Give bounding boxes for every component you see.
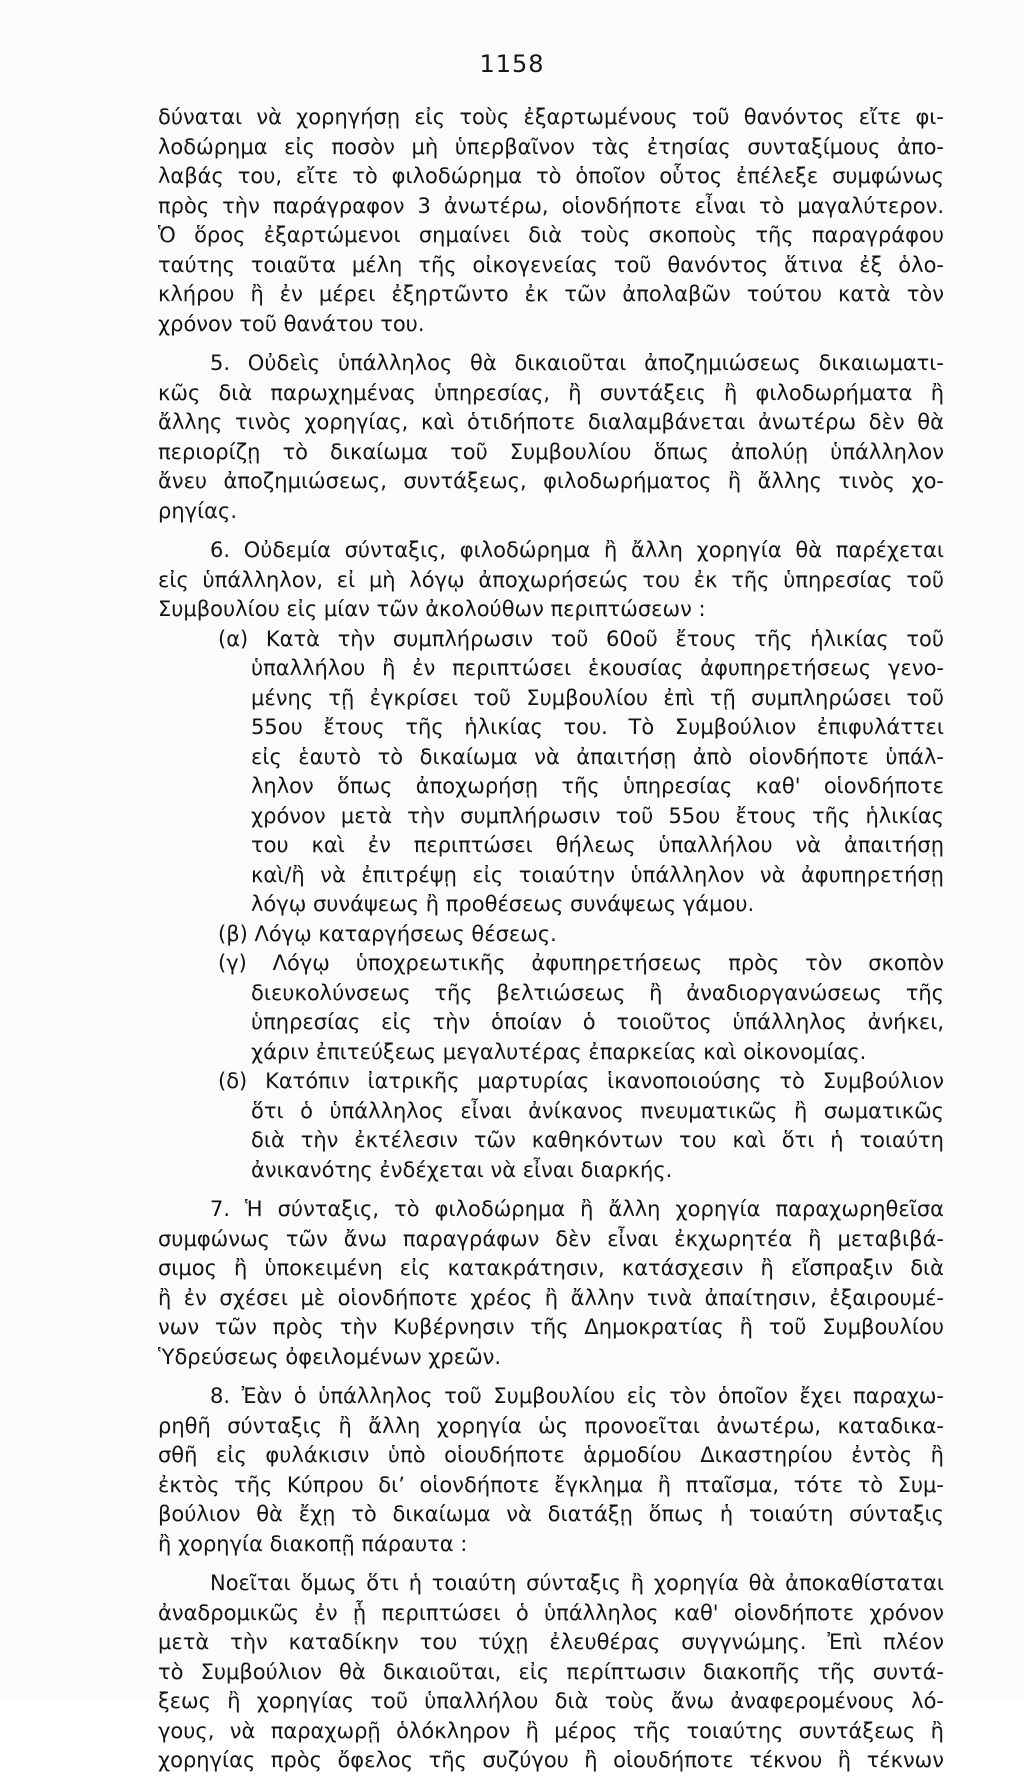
text-line: χάριν ἐπιτεύξεως μεγαλυτέρας ἐπαρκείας καὶ οἰκονομίας. (251, 1039, 867, 1064)
text-line: Ὁ ὅρος ἐξαρτώμενοι σημαίνει διὰ τοὺς σκοποὺς τῆς παραγράφου (158, 223, 944, 247)
text-line: συμφώνως τῶν ἄνω παραγράφων δὲν εἶναι ἐκχωρητέα ἢ μεταβιβά- (158, 1226, 944, 1251)
text-line: 55ου ἔτους τῆς ἡλικίας του. Τὸ Συμβούλιον ἐπιφυλάττει (251, 715, 944, 739)
text-line: διὰ τὴν ἐκτέλεσιν τῶν καθηκόντων του καὶ ὅτι ἡ τοιαύτη (251, 1128, 944, 1152)
text-line: χρόνον μετὰ τὴν συμπλήρωσιν τοῦ 55ου ἔτους τῆς ἡλικίας (251, 803, 944, 828)
text-line: νων τῶν πρὸς τὴν Κυβέρνησιν τῆς Δημοκρατίας ἢ τοῦ Συμβουλίου (158, 1315, 944, 1339)
text-line: ὑπαλλήλου ἢ ἐν περιπτώσει ἑκουσίας ἀφυπηρετήσεως γενο- (251, 656, 944, 680)
text-line: διευκολύνσεως τῆς βελτιώσεως ἢ ἀναδιοργανώσεως τῆς (251, 980, 944, 1005)
text-line: ταύτης τοιαῦτα μέλη τῆς οἰκογενείας τοῦ θανόντος ἅτινα ἐξ ὁλο- (158, 252, 944, 277)
text-line: ρηθῆ σύνταξις ἢ ἄλλη χορηγία ὡς προνοεῖται ἀνωτέρω, καταδικα- (158, 1413, 944, 1438)
paragraph-7 (158, 1195, 944, 1372)
text-line: 6. Οὐδεμία σύνταξις, φιλοδώρημα ἢ ἄλλη χορηγία θὰ παρέχεται (210, 538, 944, 562)
text-line: σιμος ἢ ὑποκειμένη εἰς κατακράτησιν, κατάσχεσιν ἢ εἴσπραξιν διὰ (158, 1256, 944, 1280)
text-line: εἰς ὑπάλληλον, εἰ μὴ λόγῳ ἀποχωρήσεώς του ἐκ τῆς ὑπηρεσίας τοῦ (158, 567, 944, 592)
text-line: 5. Οὐδεὶς ὑπάλληλος θὰ δικαιοῦται ἀποζημιώσεως δικαιωματι- (210, 351, 944, 375)
text-line: ρηγίας. (158, 498, 238, 523)
text-line: λόγῳ συνάψεως ἢ προθέσεως συνάψεως γάμου. (251, 892, 755, 916)
text-line: Συμβουλίου εἰς μίαν τῶν ἀκολούθων περιπτώσεων : (158, 597, 706, 621)
text-line: ἄνευ ἀποζημιώσεως, συντάξεως, φιλοδωρήματος ἢ ἄλλης τινὸς χο- (158, 469, 944, 493)
text-line: (γ) Λόγῳ ὑποχρεωτικῆς ἀφυπηρετήσεως πρὸς τὸν σκοπὸν (218, 951, 944, 975)
text-line: 7. Ἡ σύνταξις, τὸ φιλοδώρημα ἢ ἄλλη χορηγία παραχωρηθεῖσα (210, 1197, 944, 1221)
text-line: καὶ/ἢ νὰ ἐπιτρέψῃ εἰς τοιαύτην ὑπάλληλον νὰ ἀφυπηρετήσῃ (251, 862, 944, 887)
text-line: ἢ ἐν σχέσει μὲ οἱονδήποτε χρέος ἢ ἄλλην τινὰ ἀπαίτησιν, ἐξαιρουμέ- (158, 1285, 944, 1310)
text-line: τὸ Συμβούλιον θὰ δικαιοῦται, εἰς περίπτωσιν διακοπῆς τῆς συντά- (158, 1659, 944, 1684)
text-line: Ὑδρεύσεως ὀφειλομένων χρεῶν. (158, 1344, 502, 1369)
text-line: μένης τῇ ἐγκρίσει τοῦ Συμβουλίου ἐπὶ τῇ συμπληρώσει τοῦ (251, 685, 944, 710)
text-line: κλήρου ἢ ἐν μέρει ἐξηρτῶντο ἐκ τῶν ἀπολαβῶν τούτου κατὰ τὸν (158, 282, 944, 306)
text-line: χορηγίας πρὸς ὄφελος τῆς συζύγου ἢ οἱουδήποτε τέκνου ἢ τέκνων (158, 1748, 944, 1772)
text-line: δύναται νὰ χορηγήσῃ εἰς τοὺς ἐξαρτωμένους τοῦ θανόντος εἴτε φι- (158, 105, 944, 129)
text-line: ἐκτὸς τῆς Κύπρου διʼ οἱονδήποτε ἔγκλημα ἢ πταῖσμα, τότε τὸ Συμ- (158, 1472, 944, 1497)
text-line: ξεως ἢ χορηγίας τοῦ ὑπαλλήλου διὰ τοὺς ἄνω ἀναφερομένους λό- (158, 1689, 944, 1713)
text-line: λαβάς του, εἴτε τὸ φιλοδώρημα τὸ ὁποῖον οὗτος ἐπέλεξε συμφώνως (158, 164, 944, 188)
text-line: γους, νὰ παραχωρῇ ὁλόκληρον ἢ μέρος τῆς τοιαύτης συντάξεως ἢ (158, 1718, 944, 1743)
text-line: χρόνον τοῦ θανάτου του. (158, 311, 425, 336)
paragraph-5 (158, 349, 944, 526)
item-d (158, 1067, 944, 1185)
text-line: ἀναδρομικῶς ἐν ᾗ περιπτώσει ὁ ὑπάλληλος καθ' οἱονδήποτε χρόνον (158, 1600, 944, 1625)
paragraph-intro (158, 103, 944, 339)
text-line: μετὰ τὴν καταδίκην του τύχῃ ἐλευθέρας συγγνώμης. Ἐπὶ πλέον (158, 1630, 944, 1654)
text-line: του καὶ ἐν περιπτώσει θήλεως ὑπαλλήλου νὰ ἀπαιτήσῃ (251, 833, 944, 857)
text-line: περιορίζῃ τὸ δικαίωμα τοῦ Συμβουλίου ὅπως ἀπολύῃ ὑπάλληλον (158, 439, 944, 464)
text-line: 8. Ἐὰν ὁ ὑπάλληλος τοῦ Συμβουλίου εἰς τὸν ὁποῖον ἔχει παραχω- (210, 1384, 944, 1408)
text-line: εἰς ἑαυτὸ τὸ δικαίωμα νὰ ἀπαιτήσῃ ἀπὸ οἱονδήποτε ὑπάλ- (251, 744, 944, 769)
text-line: σθῆ εἰς φυλάκισιν ὑπὸ οἱουδήποτε ἁρμοδίου Δικαστηρίου ἐντὸς ἢ (158, 1443, 944, 1467)
text-line: πρὸς τὴν παράγραφον 3 ἀνωτέρω, οἱονδήποτε εἶναι τὸ μαγαλύτερον. (158, 193, 944, 218)
item-a (158, 625, 944, 920)
text-line: ὑπηρεσίας εἰς τὴν ὁποίαν ὁ τοιοῦτος ὑπάλληλος ἀνήκει, (251, 1010, 944, 1034)
text-line: ληλον ὅπως ἀποχωρήσῃ τῆς ὑπηρεσίας καθ' οἱονδήποτε (251, 774, 944, 798)
paragraph-proviso (158, 1569, 944, 1776)
text-line: ἢ χορηγία διακοπῇ πάραυτα : (158, 1531, 468, 1556)
text-line: (α) Κατὰ τὴν συμπλήρωσιν τοῦ 60οῦ ἔτους τῆς ἡλικίας τοῦ (218, 626, 944, 651)
page-number: 1158 (479, 50, 545, 78)
text-line: (δ) Κατόπιν ἰατρικῆς μαρτυρίας ἱκανοποιούσης τὸ Συμβούλιον (218, 1069, 944, 1093)
text-line: κῶς διὰ παρωχημένας ὑπηρεσίας, ἢ συντάξεις ἢ φιλοδωρήματα ἢ (158, 380, 944, 405)
item-b (158, 920, 944, 950)
text-line: ὅτι ὁ ὑπάλληλος εἶναι ἀνίκανος πνευματικῶς ἢ σωματικῶς (251, 1098, 944, 1123)
text-line: (β) Λόγῳ καταργήσεως θέσεως. (218, 921, 557, 946)
text-line: ἀνικανότης ἐνδέχεται νὰ εἶναι διαρκής. (251, 1157, 673, 1182)
paragraph-6 (158, 536, 944, 625)
text-line: βούλιον θὰ ἔχῃ τὸ δικαίωμα νὰ διατάξῃ ὅπως ἡ τοιαύτη σύνταξις (158, 1502, 944, 1526)
legal-text-body (158, 103, 944, 1776)
text-line: Νοεῖται ὅμως ὅτι ἡ τοιαύτη σύνταξις ἢ χορηγία θὰ ἀποκαθίσταται (210, 1571, 944, 1595)
item-c (158, 949, 944, 1067)
text-line: λοδώρημα εἰς ποσὸν μὴ ὑπερβαῖνον τὰς ἐτησίας συνταξίμους ἀπο- (158, 134, 944, 159)
text-line: ἄλλης τινὸς χορηγίας, καὶ ὁτιδήποτε διαλαμβάνεται ἀνωτέρω δὲν θὰ (158, 410, 944, 434)
paragraph-8 (158, 1382, 944, 1559)
